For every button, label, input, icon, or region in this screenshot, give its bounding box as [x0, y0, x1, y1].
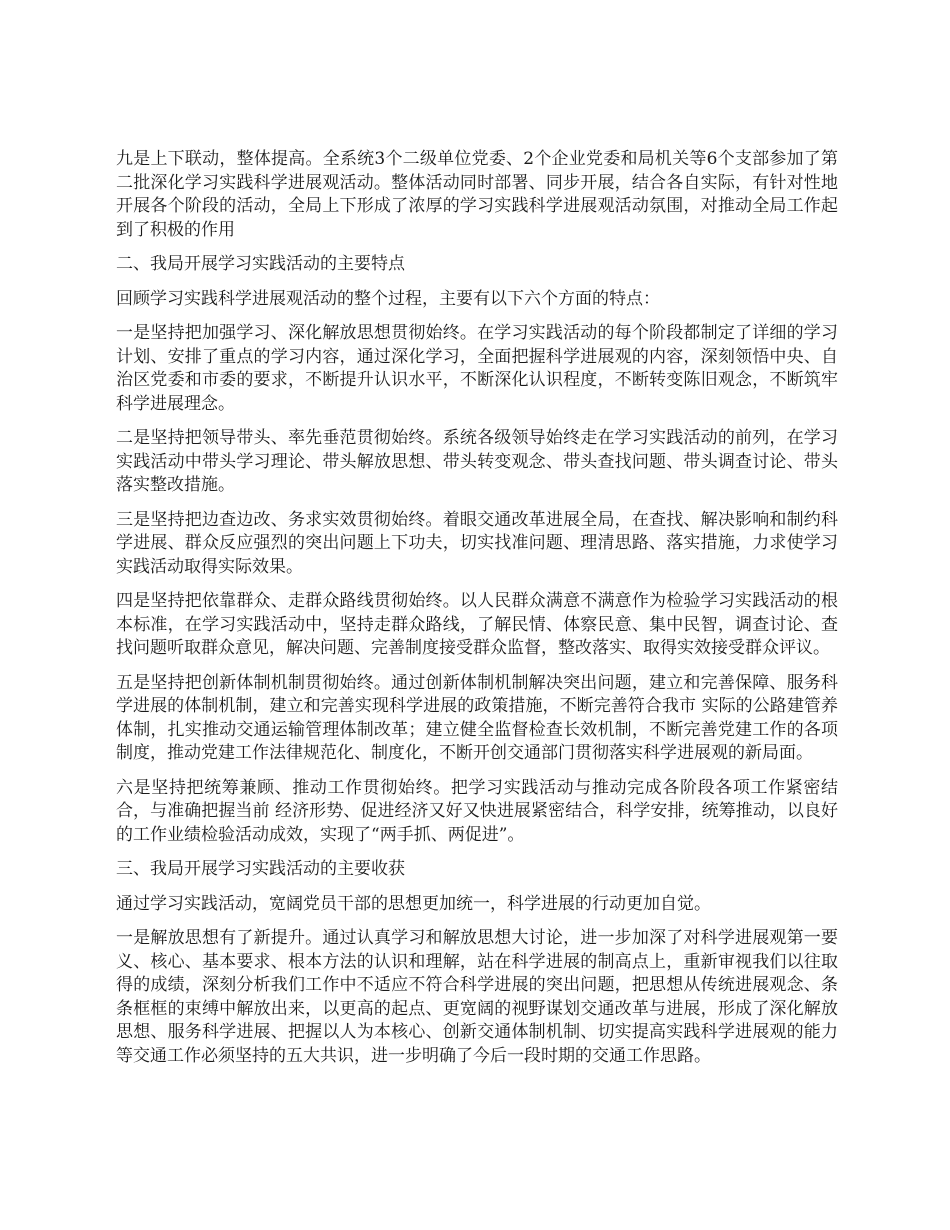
paragraph-feature-study: 一是坚持把加强学习、深化解放思想贯彻始终。在学习实践活动的每个阶段都制定了详细的学习计划、安排了重点的学习内容，通过深化学习，全面把握科学进展观的内容，深刻领悟中央、自治区党委和市委的要求，不断提升认识水平，不断深化认识程度，不断转变陈旧观念，不断筑牢科学进展理念。: [116, 323, 838, 414]
document-body: [116, 148, 838, 1079]
paragraph-feature-leadership: 二是坚持把领导带头、率先垂范贯彻始终。系统各级领导始终走在学习实践活动的前列，在学习实践活动中带头学习理论、带头解放思想、带头转变观念、带头查找问题、带头调查讨论、带头落实整改措施。: [116, 428, 838, 495]
paragraph-joint-effort: 九是上下联动，整体提高。全系统3个二级单位党委、2个企业党委和局机关等6个支部参加了第二批深化学习实践科学进展观活动。整体活动同时部署、同步开展，结合各自实际，有针对性地开展各个阶段的活动，全局上下形成了浓厚的学习实践科学进展观活动氛围，对推动全局工作起到了积极的作用: [116, 149, 838, 240]
paragraph-feature-coordination: 六是坚持把统筹兼顾、推动工作贯彻始终。把学习实践活动与推动完成各阶段各项工作紧密结合，与准确把握当前 经济形势、促进经济又好又快进展紧密结合，科学安排，统筹推动，以良好的工作业绩检验活动成效，实现了“两手抓、两促进”。: [116, 777, 838, 845]
paragraph-gains-intro: 通过学习实践活动，宽阔党员干部的思想更加统一，科学进展的行动更加自觉。: [116, 893, 711, 914]
section-heading-gains: 三、我局开展学习实践活动的主要收获: [116, 859, 405, 879]
paragraph-features-intro: 回顾学习实践科学进展观活动的整个过程，主要有以下六个方面的特点：: [116, 288, 660, 309]
paragraph-feature-masses: 四是坚持把依靠群众、走群众路线贯彻始终。以人民群众满意不满意作为检验学习实践活动的根本标准，在学习实践活动中，坚持走群众路线，了解民情、体察民意、集中民智，调查讨论、查找问题听取群众意见，解决问题、完善制度接受群众监督，整改落实、取得实效接受群众评议。: [116, 591, 838, 658]
section-heading-features: 二、我局开展学习实践活动的主要特点: [116, 254, 405, 274]
paragraph-feature-innovation: 五是坚持把创新体制机制贯彻始终。通过创新体制机制解决突出问题，建立和完善保障、服务科学进展的体制机制，建立和完善实现科学进展的政策措施，不断完善符合我市 实际的公路建管养体制，扎实推动交通运输管理体制改革；建立健全监督检查长效机制，不断完善党建工作的各项制度，推动党建工作法律规范化、制度化，不断开创交通部门贯彻落实科学进展观的新局面。: [116, 672, 838, 763]
paragraph-feature-rectification: 三是坚持把边查边改、务求实效贯彻始终。着眼交通改革进展全局，在查找、解决影响和制约科学进展、群众反应强烈的突出问题上下功夫，切实找准问题、理清思路、落实措施，力求使学习实践活动取得实际效果。: [116, 509, 838, 577]
paragraph-gain-thinking: 一是解放思想有了新提升。通过认真学习和解放思想大讨论，进一步加深了对科学进展观第一要义、核心、基本要求、根本方法的认识和理解，站在科学进展的制高点上，重新审视我们以往取得的成绩，深刻分析我们工作中不适应不符合科学进展的突出问题，把思想从传统进展观念、条条框框的束缚中解放出来，以更高的起点、更宽阔的视野谋划交通改革与进展，形成了深化解放思想、服务科学进展、把握以人为本核心、创新交通体制机制、切实提高实践科学进展观的能力等交通工作必须坚持的五大共识，进一步明确了今后一段时期的交通工作思路。: [116, 928, 838, 1066]
